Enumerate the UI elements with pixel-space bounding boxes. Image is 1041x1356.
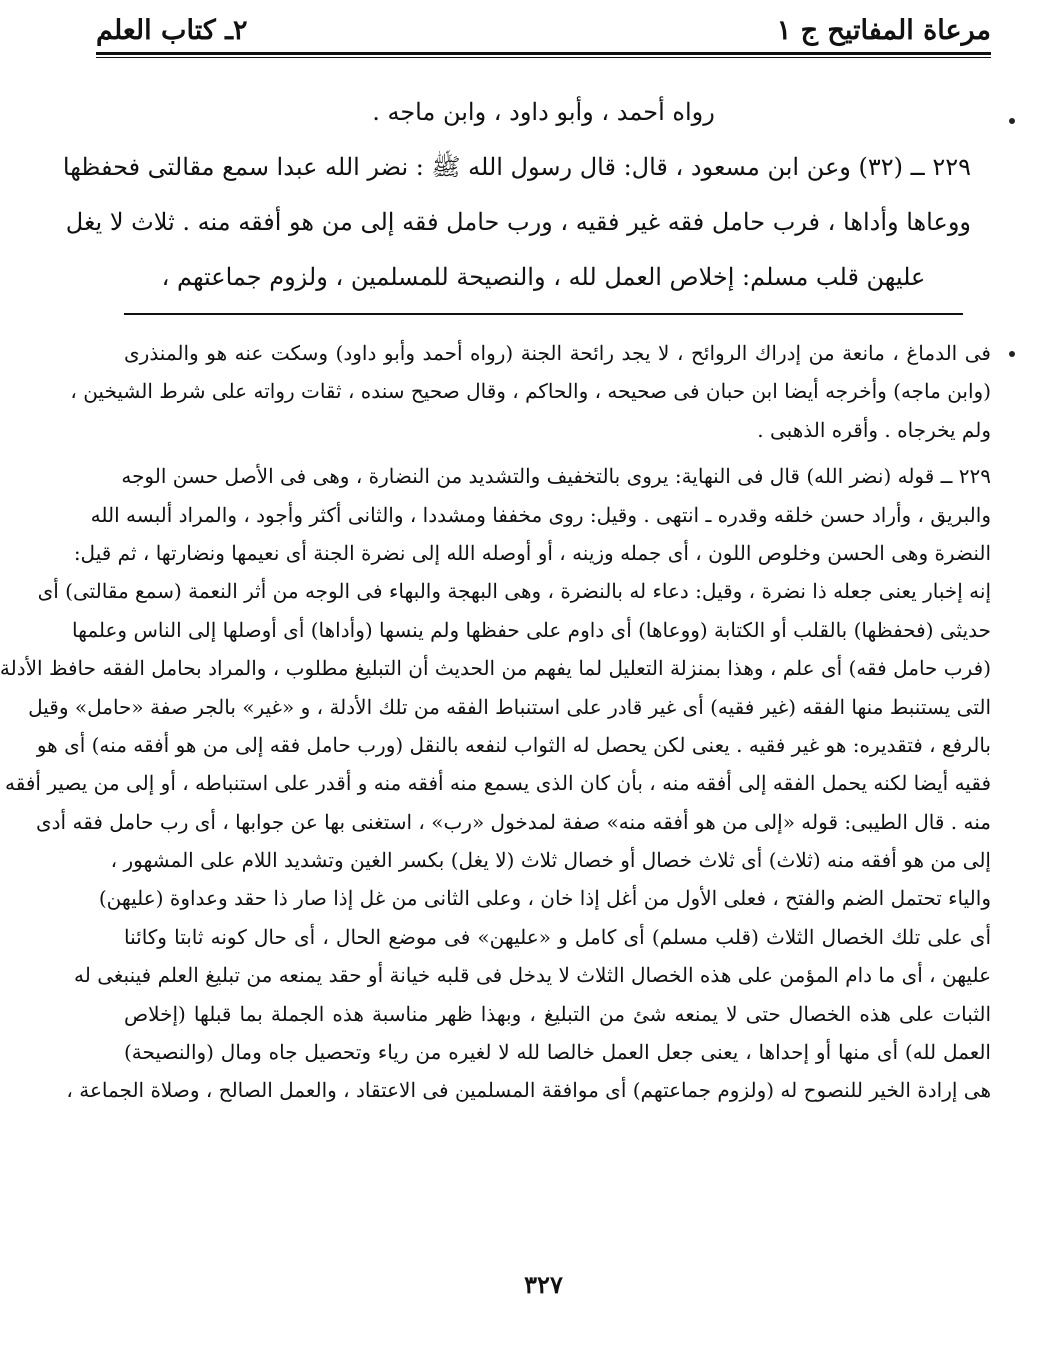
commentary-line: منه . قال الطيبى: قوله «إلى من هو أفقه منه» صفة لمدخول «رب» ، استغنى بها عن جوابها ، أى رب حامل فقه أدى bbox=[36, 809, 991, 834]
margin-mark bbox=[1009, 351, 1015, 357]
commentary-line: (فرب حامل فقه) أى علم ، وهذا بمنزلة التعليل لما يفهم من الحديث أن التبليغ مطلوب ، والمراد بحامل الفقه حافظ الأدلة bbox=[0, 656, 991, 681]
commentary-line: ٢٢٩ ــ قوله (نضر الله) قال فى النهاية: يروى بالتخفيف والتشديد من النضارة ، وهى فى الأصل حسن الوجه bbox=[121, 464, 991, 489]
hadith-line: ٢٢٩ ــ (٣٢) وعن ابن مسعود ، قال: قال رسول الله ﷺ : نضر الله عبدا سمع مقالتى فحفظها bbox=[62, 153, 971, 181]
commentary-line: أى على تلك الخصال الثلاث (قلب مسلم) أى كامل و «عليهن» فى موضع الحال ، أى حال كونه ثابتا وكائنا bbox=[124, 924, 991, 949]
header-rule-thin bbox=[96, 57, 991, 58]
commentary-line: الثبات على هذه الخصال حتى لا يمنعه شئ من التبليغ ، وبهذا ظهر مناسبة هذه الجملة بما قبلها (إخلاص bbox=[124, 1001, 991, 1026]
commentary-line: (وابن ماجه) وأخرجه أيضا ابن حبان فى صحيحه ، والحاكم ، وقال صحيح سنده ، ثقات رواته على شرط الشيخين ، bbox=[70, 379, 991, 404]
commentary-line: هى إرادة الخير للنصوح له (ولزوم جماعتهم) أى موافقة المسلمين فى الاعتقاد ، والعمل الصالح ، وصلاة الجماعة ، bbox=[66, 1078, 991, 1103]
running-head bbox=[96, 10, 991, 50]
hadith-text bbox=[62, 92, 971, 312]
commentary-line: إلى من هو أفقه منه (ثلاث) أى ثلاث خصال أو خصال ثلاث (لا يغل) بكسر الغين وتشديد اللام على المشهور ، bbox=[110, 848, 991, 873]
commentary-line: فقيه أيضا لكنه يحمل الفقه إلى أفقه منه ، بأن كان الذى يسمع منه أفقه منه و أقدر على استنباطه ، أو إلى من يصير أفقه bbox=[5, 771, 991, 796]
commentary-line: بالرفع ، فتقديره: هو غير فقيه . يعنى لكن يحصل له الثواب لنفعه بالنقل (ورب حامل فقه إلى من هو أفقه منه) أى هو bbox=[36, 732, 991, 757]
commentary-line: النضرة وهى الحسن وخلوص اللون ، أى جمله وزينه ، أو أوصله الله إلى نضرة الجنة أى نعيمها ونضارتها ، ثم قيل: bbox=[73, 540, 991, 565]
hadith-line: عليهن قلب مسلم: إخلاص العمل لله ، والنصيحة للمسلمين ، ولزوم جماعتهم ، bbox=[161, 263, 926, 291]
chapter-title: ٢ـ كتاب العلم bbox=[96, 14, 248, 46]
commentary-text bbox=[0, 336, 991, 1112]
book-title: مرعاة المفاتيح ج ١ bbox=[776, 14, 991, 46]
commentary-line: إنه إخبار يعنى جعله ذا نضرة ، وقيل: دعاء له بالنضرة ، وهى البهجة والبهاء فى الوجه من أثر النعمة (سمع مقالتى) أى bbox=[37, 579, 991, 604]
page-number: ٣٢٧ bbox=[524, 1270, 563, 1299]
commentary-line: عليهن ، أى ما دام المؤمن على هذه الخصال الثلاث لا يدخل فى قلبه خيانة أو حقد يمنعه من تبليغ العلم فينبغى له bbox=[74, 963, 991, 988]
header-rule bbox=[96, 52, 991, 55]
margin-mark bbox=[1009, 118, 1015, 124]
section-separator bbox=[124, 313, 963, 315]
commentary-line: ولم يخرجاه . وأقره الذهبى . bbox=[757, 417, 991, 442]
commentary-line: التى يستنبط منها الفقه (غير فقيه) أى غير قادر على استنباط الفقه من تلك الأدلة ، و «غير» بالجر صفة «حامل» وقيل bbox=[28, 694, 991, 719]
commentary-line: فى الدماغ ، مانعة من إدراك الروائح ، لا يجد رائحة الجنة (رواه أحمد وأبو داود) وسكت عنه هو والمنذرى bbox=[124, 341, 991, 365]
hadith-line: رواه أحمد ، وأبو داود ، وابن ماجه . bbox=[372, 98, 715, 126]
commentary-line: والياء تحتمل الضم والفتح ، فعلى الأول من أغل إذا خان ، وعلى الثانى من غل إذا صار ذا حقد وعداوة (عليهن) bbox=[98, 886, 991, 911]
hadith-line: ووعاها وأداها ، فرب حامل فقه غير فقيه ، ورب حامل فقه إلى من هو أفقه منه . ثلاث لا يغل bbox=[65, 208, 971, 236]
commentary-line: حديثى (فحفظها) بالقلب أو الكتابة (ووعاها) أى داوم على حفظها ولم ينسها (وأداها) أى أوصلها إلى الناس وعلمها bbox=[72, 617, 991, 642]
commentary-line: والبريق ، وأراد حسن خلقه وقدره ـ انتهى . وقيل: روى مخففا ومشددا ، والثانى أكثر وأجود ، والمراد ألبسه الله bbox=[90, 502, 991, 527]
commentary-line: العمل لله) أى منها أو إحداها ، يعنى جعل العمل خالصا لله لا لغيره من رياء وتحصيل جاه ومال (والنصيحة) bbox=[124, 1040, 991, 1065]
